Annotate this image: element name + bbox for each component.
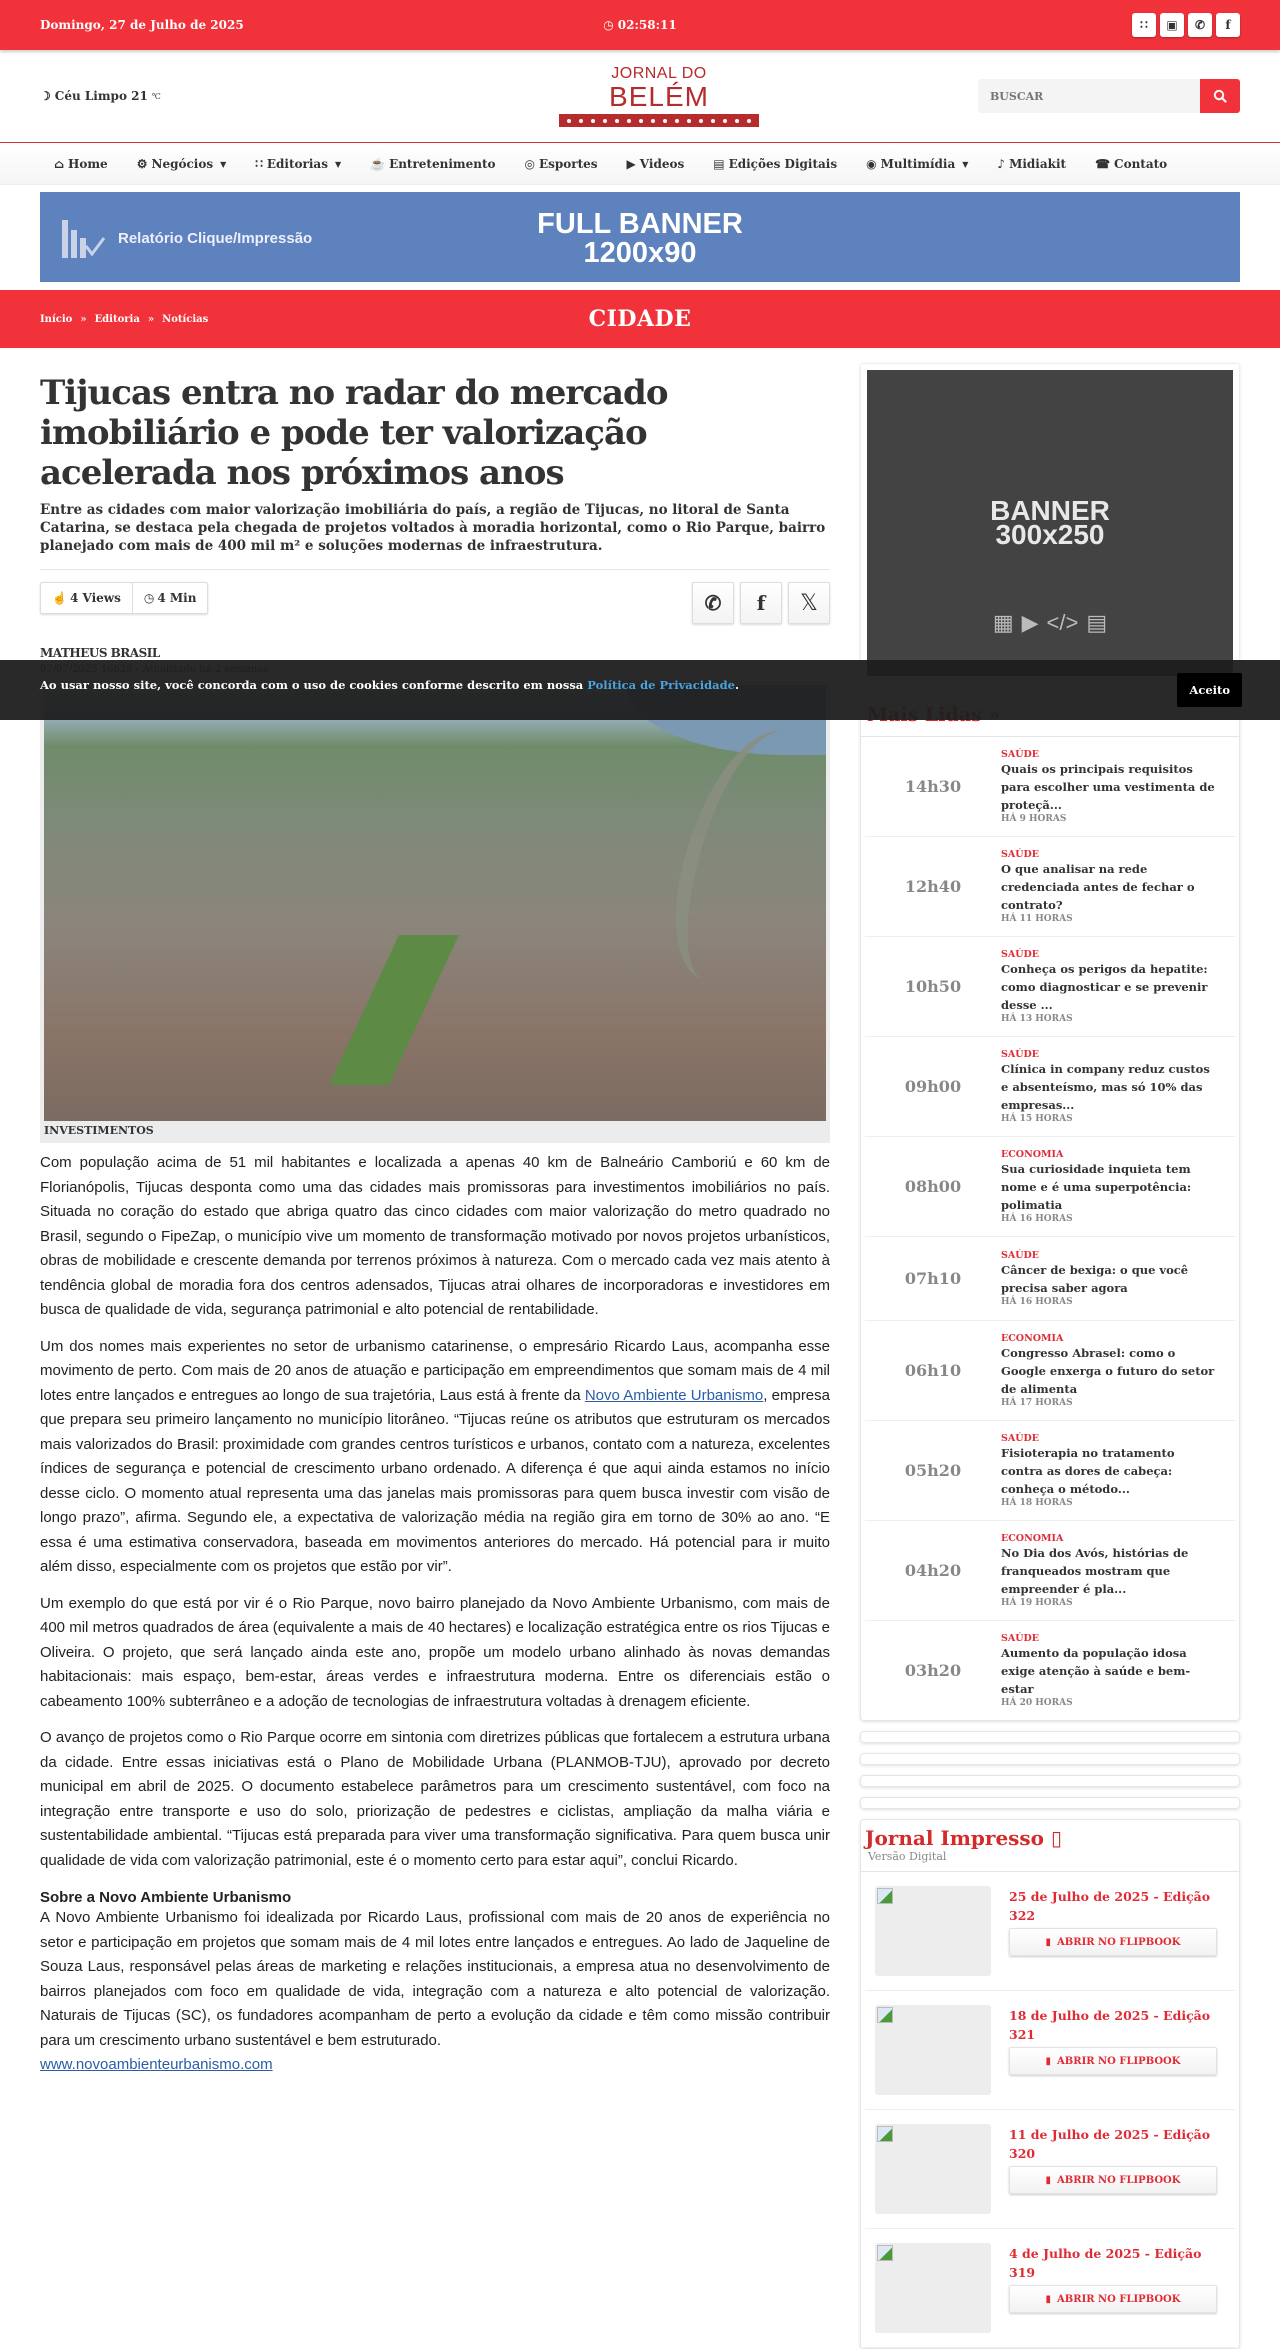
clock bbox=[603, 18, 676, 32]
edition-title[interactable]: 11 de Julho de 2025 - Edição 320 bbox=[1009, 2127, 1211, 2161]
mobile-icon: ▯ bbox=[1051, 1826, 1063, 1850]
top-bar bbox=[0, 0, 1280, 50]
whatsapp-link[interactable] bbox=[1188, 13, 1212, 37]
article-figure bbox=[40, 681, 830, 1143]
flash-file-icon: ▤ bbox=[1086, 610, 1108, 635]
caret-down-icon: ▼ bbox=[334, 158, 342, 169]
rss-link[interactable] bbox=[1132, 13, 1156, 37]
edition-title[interactable]: 18 de Julho de 2025 - Edição 321 bbox=[1009, 2008, 1211, 2042]
nav-edicoes-digitais[interactable]: ▤ Edições Digitais bbox=[713, 156, 838, 171]
empty-widget bbox=[860, 1775, 1240, 1787]
search-icon bbox=[1213, 89, 1227, 103]
website-link[interactable]: www.novoambienteurbanismo.com bbox=[40, 2056, 273, 2073]
article-meta bbox=[40, 582, 830, 624]
author-name: MATHEUS BRASIL bbox=[40, 646, 160, 660]
nav-contato[interactable]: ☎ Contato bbox=[1095, 156, 1168, 171]
share-facebook-button[interactable] bbox=[740, 582, 782, 624]
section-bar bbox=[0, 290, 1280, 348]
empty-widget bbox=[860, 1731, 1240, 1743]
most-read-item[interactable]: 03h20 SAÚDE Aumento da população idosa exige atenção à saúde e bem-estar HÁ 20 HORAS bbox=[904, 1633, 1191, 1708]
edition-item bbox=[865, 1991, 1235, 2110]
logo-line-2: BELÉM bbox=[609, 81, 709, 112]
bell-icon: ♪ bbox=[997, 156, 1006, 171]
most-read-item[interactable]: 08h00 ECONOMIA Sua curiosidade inquieta tem nome e é uma superpotência: polimatia HÁ 16 HORAS bbox=[865, 1137, 1235, 1237]
nav-negocios[interactable]: ⚙ Negócios ▼ bbox=[136, 156, 227, 171]
edition-cover[interactable] bbox=[875, 1886, 991, 1976]
caret-down-icon: ▼ bbox=[220, 158, 227, 169]
nav-multimidia[interactable]: ◉ Multimídia ▼ bbox=[866, 156, 969, 171]
pdf-file-icon: ▮ bbox=[1045, 2174, 1052, 2186]
most-read-item[interactable]: 14h30 SAÚDE Quais os principais requisitos para escolher uma vestimenta de proteçã... HÁ 9 HORAS bbox=[865, 737, 1235, 837]
edition-item bbox=[865, 2110, 1235, 2229]
nav-home[interactable]: ⌂ Home bbox=[54, 156, 108, 171]
play-icon: ▶ bbox=[626, 156, 636, 171]
edition-title[interactable]: 4 de Julho de 2025 - Edição 319 bbox=[1009, 2246, 1202, 2280]
breadcrumb bbox=[40, 314, 208, 325]
rss-icon: ∷ bbox=[1140, 18, 1148, 32]
most-read-list bbox=[861, 737, 1239, 1720]
ad-title: BANNER 300x250 bbox=[990, 495, 1110, 550]
article-subtitle: Entre as cidades com maior valorização imobiliária do país, a região de Tijucas, no litoral de Santa Catarina, se destaca pela chegada de projetos voltados à moradia horizontal, como o Rio Parque, bairro planejado com mais de 400 mil m² e soluções modernas de infraestrutura. bbox=[40, 501, 830, 570]
breadcrumb-separator-icon: » bbox=[80, 313, 87, 325]
pdf-file-icon: ▮ bbox=[1045, 2055, 1052, 2067]
clock-icon: ◷ bbox=[143, 591, 155, 605]
share-whatsapp-button[interactable] bbox=[692, 582, 734, 624]
sidebar-banner-ad[interactable] bbox=[860, 363, 1240, 683]
current-time: 02:58:11 bbox=[617, 18, 677, 32]
most-read-item[interactable]: 09h00 SAÚDE Clínica in company reduz custos e absenteísmo, mas só 10% das empresas... HÁ 15 HORAS bbox=[865, 1037, 1235, 1137]
article-body bbox=[40, 1151, 830, 2078]
photo-caption: INVESTIMENTOS bbox=[44, 1124, 154, 1137]
empty-widget bbox=[860, 1797, 1240, 1809]
paragraph: Com população acima de 51 mil habitantes e localizada a apenas 40 km de Balneário Camboriú e 60 km de Florianópolis, Tijucas desponta como uma das cidades mais promissoras para investimentos imobiliários no país. Situada no coração do estado que abriga quatro das cinco cidades com maior valorização do metro quadrado no Brasil, segundo o FipeZap, o município vive um momento de transformação motivado por novos projetos urbanísticos, obras de mobilidade e crescente demanda por terrenos próximos à natureza. Com o mercado cada vez mais atento à tendência global de moradia fora dos centros adensados, Tijucas atrai olhares de incorporadoras e investidores em busca de qualidade de vida, segurança patrimonial e alto potencial de rentabilidade. bbox=[40, 1154, 830, 1318]
views-count: ☝ 4 Views bbox=[52, 591, 121, 605]
x-icon: 𝕏 bbox=[800, 590, 818, 616]
open-flipbook-button[interactable]: ▮ ABRIR NO FLIPBOOK bbox=[1009, 1928, 1217, 1956]
nav-editorias[interactable]: ∷ Editorias ▼ bbox=[255, 156, 342, 171]
breadcrumb-inicio[interactable]: Início bbox=[40, 313, 73, 325]
banner-title: FULL BANNER 1200x90 bbox=[537, 208, 743, 269]
weather-text: Céu Limpo 21 bbox=[54, 89, 148, 103]
most-read-item[interactable]: 04h20 ECONOMIA No Dia dos Avós, histórias de franqueados mostram que empreender é pla... HÁ 19 HORAS bbox=[865, 1521, 1235, 1621]
edition-title[interactable]: 25 de Julho de 2025 - Edição 322 bbox=[1009, 1889, 1211, 1923]
video-icon: ▶ bbox=[1021, 610, 1039, 635]
cookie-banner bbox=[0, 660, 1280, 720]
edition-item bbox=[865, 1872, 1235, 1991]
paragraph: Um exemplo do que está por vir é o Rio Parque, novo bairro planejado da Novo Ambiente Urbanismo, com mais de 400 mil metros quadrados de área (equivalente a mais de 40 hectares) e localização estratégica entre os rios Tijucas e Oliveira. O projeto, que será lançado ainda este ano, propõe um modelo urbano alinhado às novas demandas habitacionais: mais espaço, bem-estar, áreas verdes e infraestrutura moderna. Entre os diferenciais estão o cabeamento 100% subterrâneo e a adoção de tecnologias de infraestrutura voltadas à drenagem eficiente. bbox=[40, 1594, 830, 1710]
print-edition-panel bbox=[860, 1819, 1240, 2349]
site-header bbox=[0, 50, 1280, 143]
caret-down-icon: ▼ bbox=[962, 158, 969, 169]
gear-icon: ⚙ bbox=[136, 156, 148, 171]
search-form bbox=[978, 79, 1240, 113]
search-button[interactable] bbox=[1200, 79, 1240, 113]
open-flipbook-button[interactable]: ▮ ABRIR NO FLIPBOOK bbox=[1009, 2166, 1217, 2194]
breadcrumb-editoria[interactable]: Editoria bbox=[94, 313, 140, 325]
nav-esportes[interactable]: ◎ Esportes bbox=[524, 156, 598, 171]
print-edition-subtitle: Versão Digital bbox=[868, 1850, 947, 1863]
novo-ambiente-link[interactable]: Novo Ambiente Urbanismo bbox=[584, 1386, 764, 1404]
edition-cover[interactable] bbox=[875, 2005, 991, 2095]
code-icon: </> bbox=[1046, 610, 1079, 635]
cookie-message: Ao usar nosso site, você concorda com o uso de cookies conforme descrito em nossa Política de Privacidade. bbox=[40, 678, 739, 692]
most-read-item[interactable]: 05h20 SAÚDE Fisioterapia no tratamento contra as dores de cabeça: conheça o método... HÁ 18 HORAS bbox=[865, 1421, 1235, 1521]
logo-line-1: JORNAL DO bbox=[611, 65, 707, 82]
current-date: Domingo, 27 de Julho de 2025 bbox=[40, 18, 244, 32]
facebook-icon: f bbox=[1225, 18, 1231, 32]
empty-widget bbox=[860, 1753, 1240, 1765]
nav-videos[interactable]: ▶ Videos bbox=[626, 156, 685, 171]
edition-item bbox=[865, 2229, 1235, 2348]
edition-cover[interactable] bbox=[875, 2124, 991, 2214]
article-title: Tijucas entra no radar do mercado imobiliário e pode ter valorização acelerada nos próximos anos bbox=[40, 373, 668, 493]
about-heading: Sobre a Novo Ambiente Urbanismo bbox=[40, 1889, 292, 1906]
breadcrumb-separator-icon: » bbox=[147, 313, 155, 325]
share-buttons bbox=[692, 582, 830, 624]
paragraph: O avanço de projetos como o Rio Parque ocorre em sintonia com diretrizes públicas que fortalecem a estrutura urbana da cidade. Entre essas iniciativas está o Plano de Mobilidade Urbana (PLANMOB-TJU), aprovado por decreto municipal em abril de 2025. O documento estabelece parâmetros para um crescimento sustentável, com foco na integração entre transporte e uso do solo, priorização de pedestres e ciclistas, ampliação da malha viária e sustentabilidade ambiental. “Tijucas está preparada para viver uma transformação significativa. Para quem busca unir qualidade de vida com valorização patrimonial, este é o momento certo para estar aqui”, conclui Ricardo. bbox=[40, 1729, 830, 1869]
nav-entretenimento[interactable]: ☕ Entretenimento bbox=[370, 156, 496, 171]
most-read-item[interactable]: 06h10 ECONOMIA Congresso Abrasel: como o Google enxerga o futuro do setor de alimenta HÁ 17 HORAS bbox=[865, 1321, 1235, 1421]
article-photo bbox=[44, 685, 826, 1121]
thumbs-up-icon: ☝ bbox=[52, 591, 67, 605]
edition-cover[interactable] bbox=[875, 2243, 991, 2333]
privacy-policy-link[interactable]: Política de Privacidade bbox=[587, 678, 735, 692]
site-logo[interactable] bbox=[559, 59, 759, 133]
read-time: ◷ 4 Min bbox=[132, 583, 208, 613]
section-title: CIDADE bbox=[588, 306, 692, 332]
article-stats bbox=[40, 582, 208, 614]
full-banner-ad[interactable] bbox=[40, 192, 1240, 282]
instagram-link[interactable] bbox=[1160, 13, 1184, 37]
whatsapp-icon: ✆ bbox=[1194, 18, 1206, 32]
breadcrumb-noticias[interactable]: Notícias bbox=[162, 313, 209, 325]
main-nav bbox=[0, 143, 1280, 185]
clock-icon: ◷ bbox=[603, 18, 614, 32]
ball-icon: ◎ bbox=[524, 156, 535, 171]
pdf-file-icon: ▮ bbox=[1045, 2293, 1052, 2305]
whatsapp-icon: ✆ bbox=[704, 591, 722, 615]
share-x-button[interactable] bbox=[788, 582, 830, 624]
most-read-item[interactable]: 10h50 SAÚDE Conheça os perigos da hepatite: como diagnosticar e se prevenir desse ... HÁ 13 HORAS bbox=[865, 937, 1235, 1037]
website-line bbox=[40, 2053, 830, 2078]
print-edition-title: Jornal Impresso ▯ bbox=[865, 1826, 1063, 1850]
open-flipbook-button[interactable]: ▮ ABRIR NO FLIPBOOK bbox=[1009, 2285, 1217, 2313]
weather-unit: ℃ bbox=[151, 91, 161, 101]
file-icon: ▤ bbox=[713, 156, 725, 171]
search-input[interactable] bbox=[978, 79, 1200, 113]
phone-icon: ☎ bbox=[1095, 156, 1111, 171]
open-flipbook-button[interactable]: ▮ ABRIR NO FLIPBOOK bbox=[1009, 2047, 1217, 2075]
pdf-file-icon: ▮ bbox=[1045, 1936, 1052, 1948]
coffee-icon: ☕ bbox=[370, 156, 386, 171]
facebook-link[interactable] bbox=[1216, 13, 1240, 37]
home-icon: ⌂ bbox=[54, 156, 65, 171]
paragraph: Um dos nomes mais experientes no setor de urbanismo catarinense, o empresário Ricardo Laus, acompanha esse movimento de perto. Com mais de 20 anos de atuação e participação em empreendimentos que somam mais de 4 mil lotes entre lançados e entregues ao longo de sua trajetória, Laus está à frente da Novo Ambiente Urbanismo, empresa que prepara seu primeiro lançamento no município litorâneo. “Tijucas reúne os atributos que estruturam os mercados mais valorizados do Brasil: proximidade com grandes centros turísticos e urbanos, contato com a natureza, excelentes índices de segurança e potencial de crescimento urbano ordenado. A diferença é que aqui ainda estamos no início desse ciclo. O momento atual representa uma das janelas mais promissoras para quem busca investir com visão de longo prazo”, afirma. Segundo ele, a expectativa de valorização média na região gira em torno de 30% ao ano. “E essa é uma estimativa conservadora, baseada em movimentos anteriores do mercado. Há potencial para ir muito além disso, especialmente com os projetos que estão por vir”. bbox=[40, 1337, 830, 1575]
rss-icon: ∷ bbox=[255, 156, 263, 171]
logo-film-strip bbox=[559, 114, 759, 127]
most-read-item[interactable]: 12h40 SAÚDE O que analisar na rede credenciada antes de fechar o contrato? HÁ 11 HORAS bbox=[865, 837, 1235, 937]
image-icon: ▦ bbox=[992, 610, 1014, 635]
instagram-icon: ▣ bbox=[1166, 18, 1178, 32]
moon-icon: ☽ bbox=[40, 89, 51, 103]
weather bbox=[40, 89, 340, 103]
ad-format-icons bbox=[993, 610, 1107, 636]
social-links bbox=[940, 13, 1240, 37]
most-read-panel bbox=[860, 693, 1240, 1721]
facebook-icon: f bbox=[756, 591, 766, 615]
paragraph: A Novo Ambiente Urbanismo foi idealizada por Ricardo Laus, profissional com mais de 20 anos de experiência no setor e participação em projetos que somam mais de 4 mil lotes entre lançados e entregues. Ao lado de Jaqueline de Souza Laus, responsável pelas áreas de marketing e relações institucionais, a empresa atua no desenvolvimento de bairros planejados com foco em qualidade de vida, integração com a natureza e alto potencial de valorização. Naturais de Tijucas (SC), os fundadores acompanham de perto a evolução da cidade e têm como missão contribuir para um crescimento urbano sustentável e bem estruturado. bbox=[40, 1909, 830, 2049]
banner-report-label: Relatório Clique/Impressão bbox=[118, 229, 313, 247]
most-read-item[interactable]: 07h10 SAÚDE Câncer de bexiga: o que você precisa saber agora HÁ 16 HORAS bbox=[865, 1237, 1235, 1321]
nav-midiakit[interactable]: ♪ Midiakit bbox=[997, 156, 1067, 171]
camera-icon: ◉ bbox=[866, 156, 877, 171]
cookie-accept-button[interactable]: Aceito bbox=[1177, 673, 1242, 707]
